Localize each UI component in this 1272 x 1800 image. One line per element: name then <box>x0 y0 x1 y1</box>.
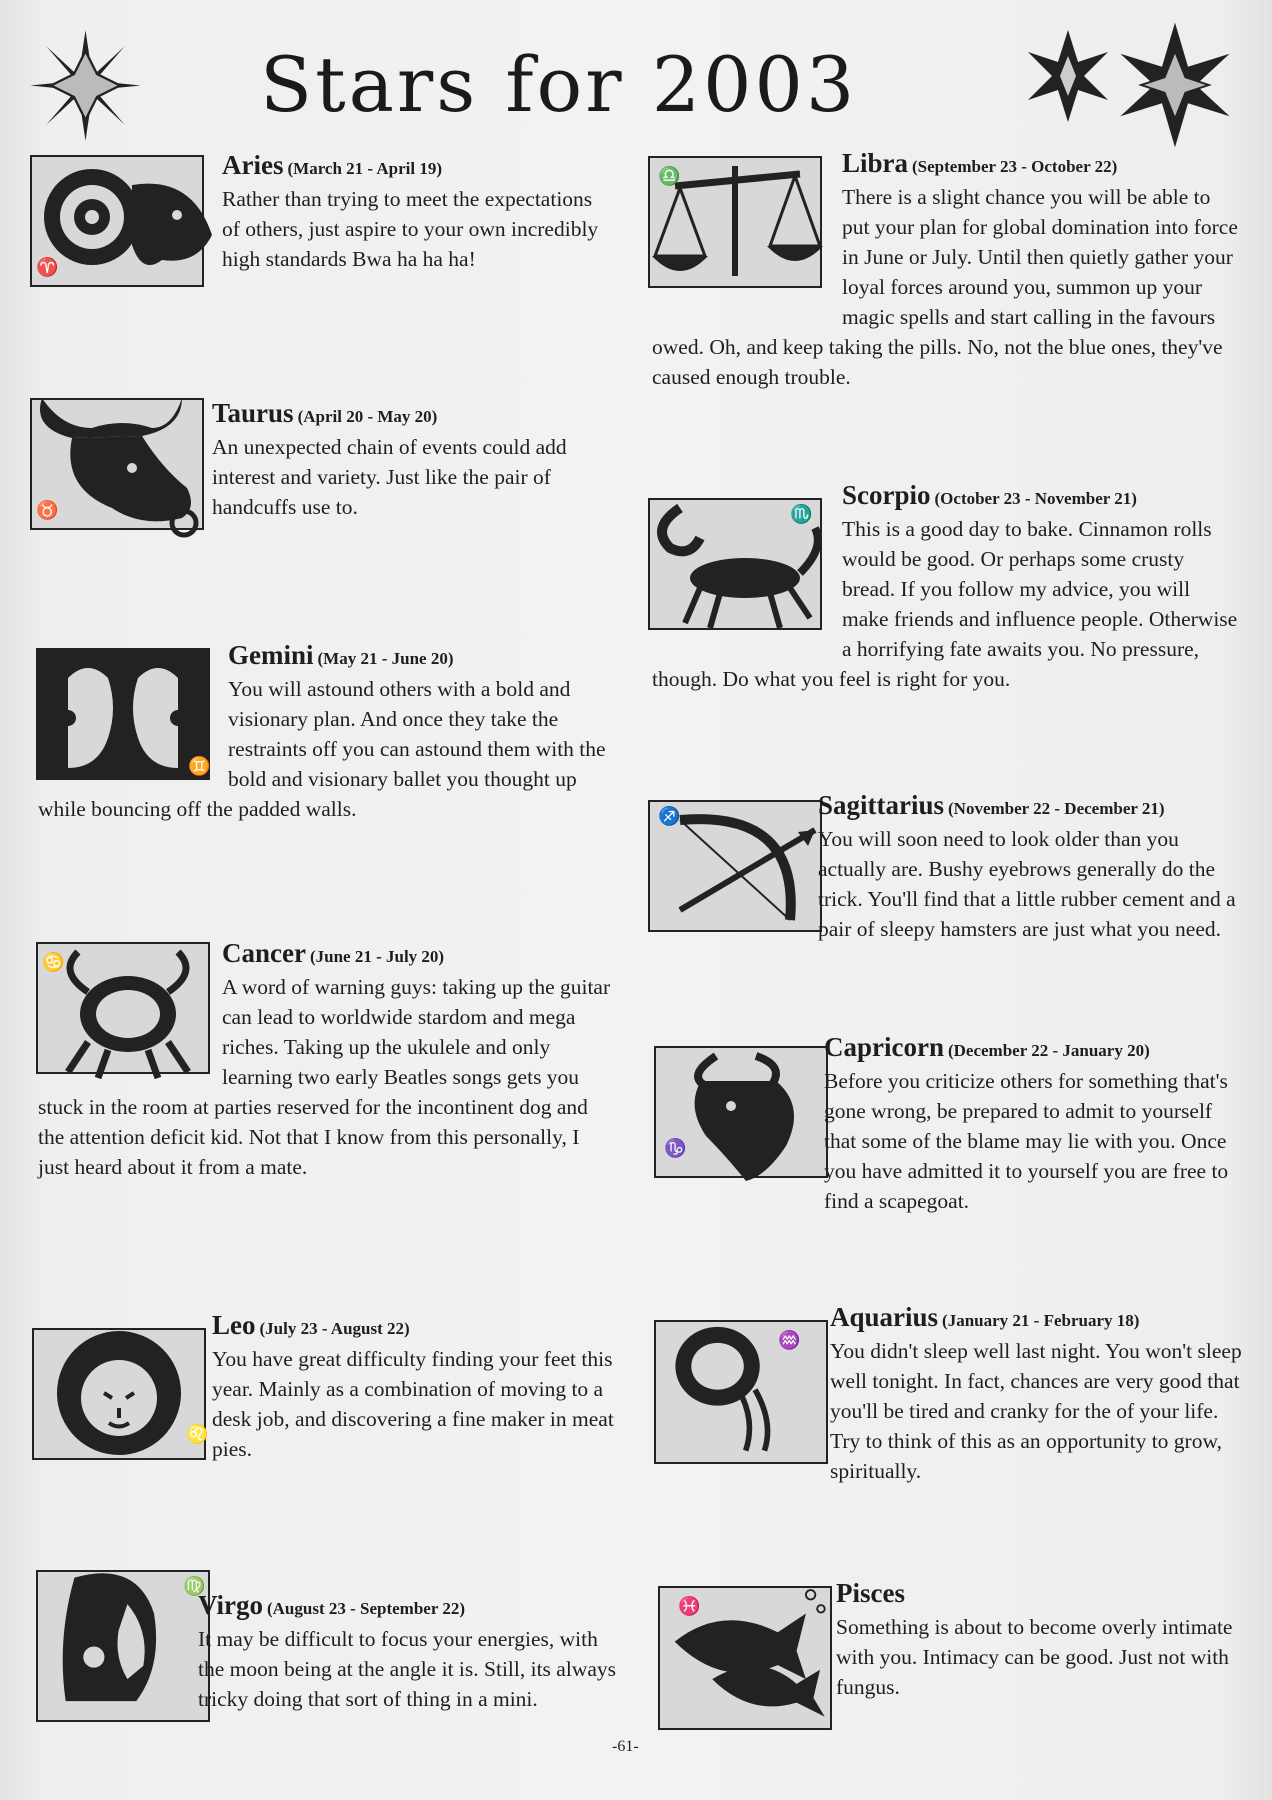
twins-icon: ♊ <box>28 638 218 788</box>
sign-entry-scorpio <box>652 480 1242 694</box>
scales-icon: ♎ <box>640 146 830 296</box>
horoscope-text: You didn't sleep well last night. You won't sleep well tonight. In fact, chances are very good that you'll be tired and cranky for the of your life. Try to think of this as an opportunity to grow, spiritually. <box>830 1339 1242 1483</box>
horoscope-text: Something is about to become overly intimate with you. Intimacy can be good. Just not with fungus. <box>836 1615 1233 1699</box>
horoscope-text: A word of warning guys: taking up the guitar can lead to worldwide stardom and mega riches. Taking up the ukulele and only learning two early Beatles songs gets you stuck in the room at parties reserved for the incontinent dog and the attention deficit kid. Not that I know from this personally, I just heard about it from a mate. <box>38 975 611 1179</box>
bow-and-arrow-icon: ♐ <box>640 790 830 940</box>
sign-dates: (November 22 - December 21) <box>948 799 1165 818</box>
sign-dates: (August 23 - September 22) <box>266 1599 465 1618</box>
sign-name: Aries <box>222 150 284 180</box>
fish-icon: ♓ <box>650 1576 840 1736</box>
sign-dates: (December 22 - January 20) <box>947 1041 1150 1060</box>
sign-name: Sagittarius <box>818 790 945 820</box>
sign-name: Capricorn <box>824 1032 944 1062</box>
sign-name: Libra <box>842 148 909 178</box>
sign-entry-sagittarius <box>654 790 1244 944</box>
sign-name: Cancer <box>222 938 306 968</box>
sign-dates: (June 21 - July 20) <box>309 947 445 966</box>
sign-dates: (October 23 - November 21) <box>934 489 1137 508</box>
page-number: -61- <box>612 1738 639 1755</box>
sign-dates: (April 20 - May 20) <box>297 407 438 426</box>
horoscope-text: It may be difficult to focus your energies, with the moon being at the angle it is. Still, its always tricky doing that sort of thing in a mini. <box>198 1627 617 1711</box>
goat-icon: ♑ <box>646 1036 836 1186</box>
horoscope-text: Before you criticize others for something that's gone wrong, be prepared to admit to yourself that some of the blame may lie with you. Once you have admitted it to yourself you are free to find a scapegoat. <box>824 1069 1229 1213</box>
compass-star-icon <box>1018 26 1118 126</box>
sign-name: Taurus <box>212 398 294 428</box>
sign-entry-capricorn <box>658 1032 1248 1216</box>
sign-entry-aquarius <box>658 1302 1248 1486</box>
sign-entry-virgo <box>198 1590 616 1714</box>
sign-dates: (July 23 - August 22) <box>259 1319 410 1338</box>
sign-entry-leo <box>212 1310 616 1464</box>
sign-name: Leo <box>212 1310 256 1340</box>
sign-name: Aquarius <box>830 1302 939 1332</box>
sign-entry-libra <box>652 148 1242 392</box>
horoscope-text: This is a good day to bake. Cinnamon rolls would be good. Or perhaps some crusty bread. If you follow my advice, you will make friends and influence people. Otherwise a horrifying fate awaits you. No pressure, though. Do what you feel is right for you. <box>652 517 1238 691</box>
page-title: Stars for 2003 <box>260 40 858 129</box>
sign-name: Pisces <box>836 1578 905 1608</box>
ram-icon: ♈ <box>22 145 212 295</box>
sign-name: Virgo <box>198 1590 263 1620</box>
sign-entry-aries <box>222 150 612 274</box>
sign-entry-cancer <box>38 938 612 1182</box>
crab-icon: ♋ <box>28 932 218 1082</box>
horoscope-text: Rather than trying to meet the expectations of others, just aspire to your own incredibly high standards Bwa ha ha ha! <box>222 187 599 271</box>
sign-entry-taurus <box>212 398 612 522</box>
sign-entry-gemini <box>38 640 612 824</box>
sign-dates: (May 21 - June 20) <box>317 649 454 668</box>
bull-icon: ♉ <box>22 388 212 538</box>
horoscope-text: You will soon need to look older than you actually are. Bushy eyebrows generally do the trick. You'll find that a little rubber cement and a pair of sleepy hamsters are just what you need. <box>818 827 1236 941</box>
compass-star-icon <box>1110 20 1240 150</box>
compass-star-icon <box>28 28 143 143</box>
water-bearer-icon: ♒ <box>646 1310 836 1470</box>
sign-dates: (January 21 - February 18) <box>942 1311 1140 1330</box>
sign-dates: (March 21 - April 19) <box>287 159 443 178</box>
lion-icon: ♌ <box>24 1318 214 1468</box>
horoscope-text: You will astound others with a bold and visionary plan. And once they take the restraints off you can astound them with the bold and visionary ballet you thought up while bouncing off the padded walls. <box>38 677 606 821</box>
scorpion-icon: ♏ <box>640 488 830 638</box>
sign-dates: (September 23 - October 22) <box>912 157 1118 176</box>
horoscope-text: There is a slight chance you will be able to put your plan for global domination into force in June or July. Until then quietly gather your loyal forces around you, summon up your magic spells and start calling in the favours owed. Oh, and keep taking the pills. No, not the blue ones, they've caused enough trouble. <box>652 185 1238 389</box>
maiden-icon: ♍ <box>28 1560 218 1730</box>
sign-name: Scorpio <box>842 480 931 510</box>
sign-name: Gemini <box>228 640 314 670</box>
sign-entry-pisces <box>836 1578 1236 1702</box>
horoscope-text: An unexpected chain of events could add interest and variety. Just like the pair of handcuffs use to. <box>212 435 567 519</box>
horoscope-text: You have great difficulty finding your feet this year. Mainly as a combination of moving to a desk job, and discovering a fine maker in meat pies. <box>212 1347 614 1461</box>
